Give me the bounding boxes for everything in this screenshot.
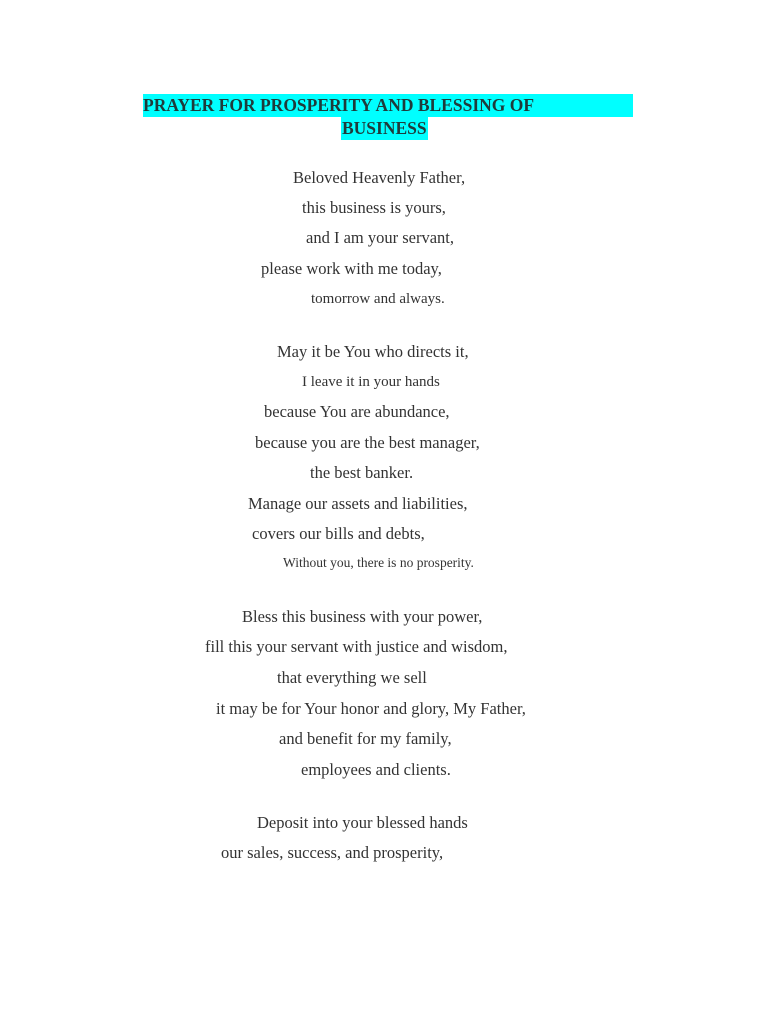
- title-line-2: BUSINESS: [342, 118, 427, 138]
- stanza-3-line-3: that everything we sell: [277, 668, 427, 687]
- stanza-3-line-4: it may be for Your honor and glory, My Father,: [216, 699, 526, 718]
- stanza-2-line-6: Manage our assets and liabilities,: [248, 494, 468, 513]
- stanza-3-line-1: Bless this business with your power,: [242, 607, 483, 626]
- document-title: [143, 94, 633, 138]
- stanza-2-line-5: the best banker.: [310, 463, 414, 482]
- stanza-3-line-6: employees and clients.: [301, 760, 451, 779]
- stanza-1-line-5: tomorrow and always.: [311, 291, 445, 307]
- stanza-2-line-3: because You are abundance,: [264, 402, 450, 421]
- stanza-4-line-2: our sales, success, and prosperity,: [221, 843, 444, 862]
- stanza-1-line-4: please work with me today,: [261, 259, 442, 278]
- stanza-1-line-3: and I am your servant,: [306, 228, 454, 247]
- stanza-4-line-1: Deposit into your blessed hands: [257, 813, 468, 832]
- stanza-2-line-8: Without you, there is no prosperity.: [283, 555, 474, 570]
- stanza-1-line-1: Beloved Heavenly Father,: [293, 168, 466, 187]
- stanza-2-line-2: I leave it in your hands: [302, 374, 440, 390]
- stanza-2-line-1: May it be You who directs it,: [277, 342, 469, 361]
- stanza-2-line-4: because you are the best manager,: [255, 433, 480, 452]
- stanza-2-line-7: covers our bills and debts,: [252, 524, 425, 543]
- title-line-1: PRAYER FOR PROSPERITY AND BLESSING OF: [143, 94, 633, 117]
- stanza-3-line-2: fill this your servant with justice and wisdom,: [205, 637, 508, 656]
- stanza-1-line-2: this business is yours,: [302, 198, 446, 217]
- stanza-3-line-5: and benefit for my family,: [279, 729, 452, 748]
